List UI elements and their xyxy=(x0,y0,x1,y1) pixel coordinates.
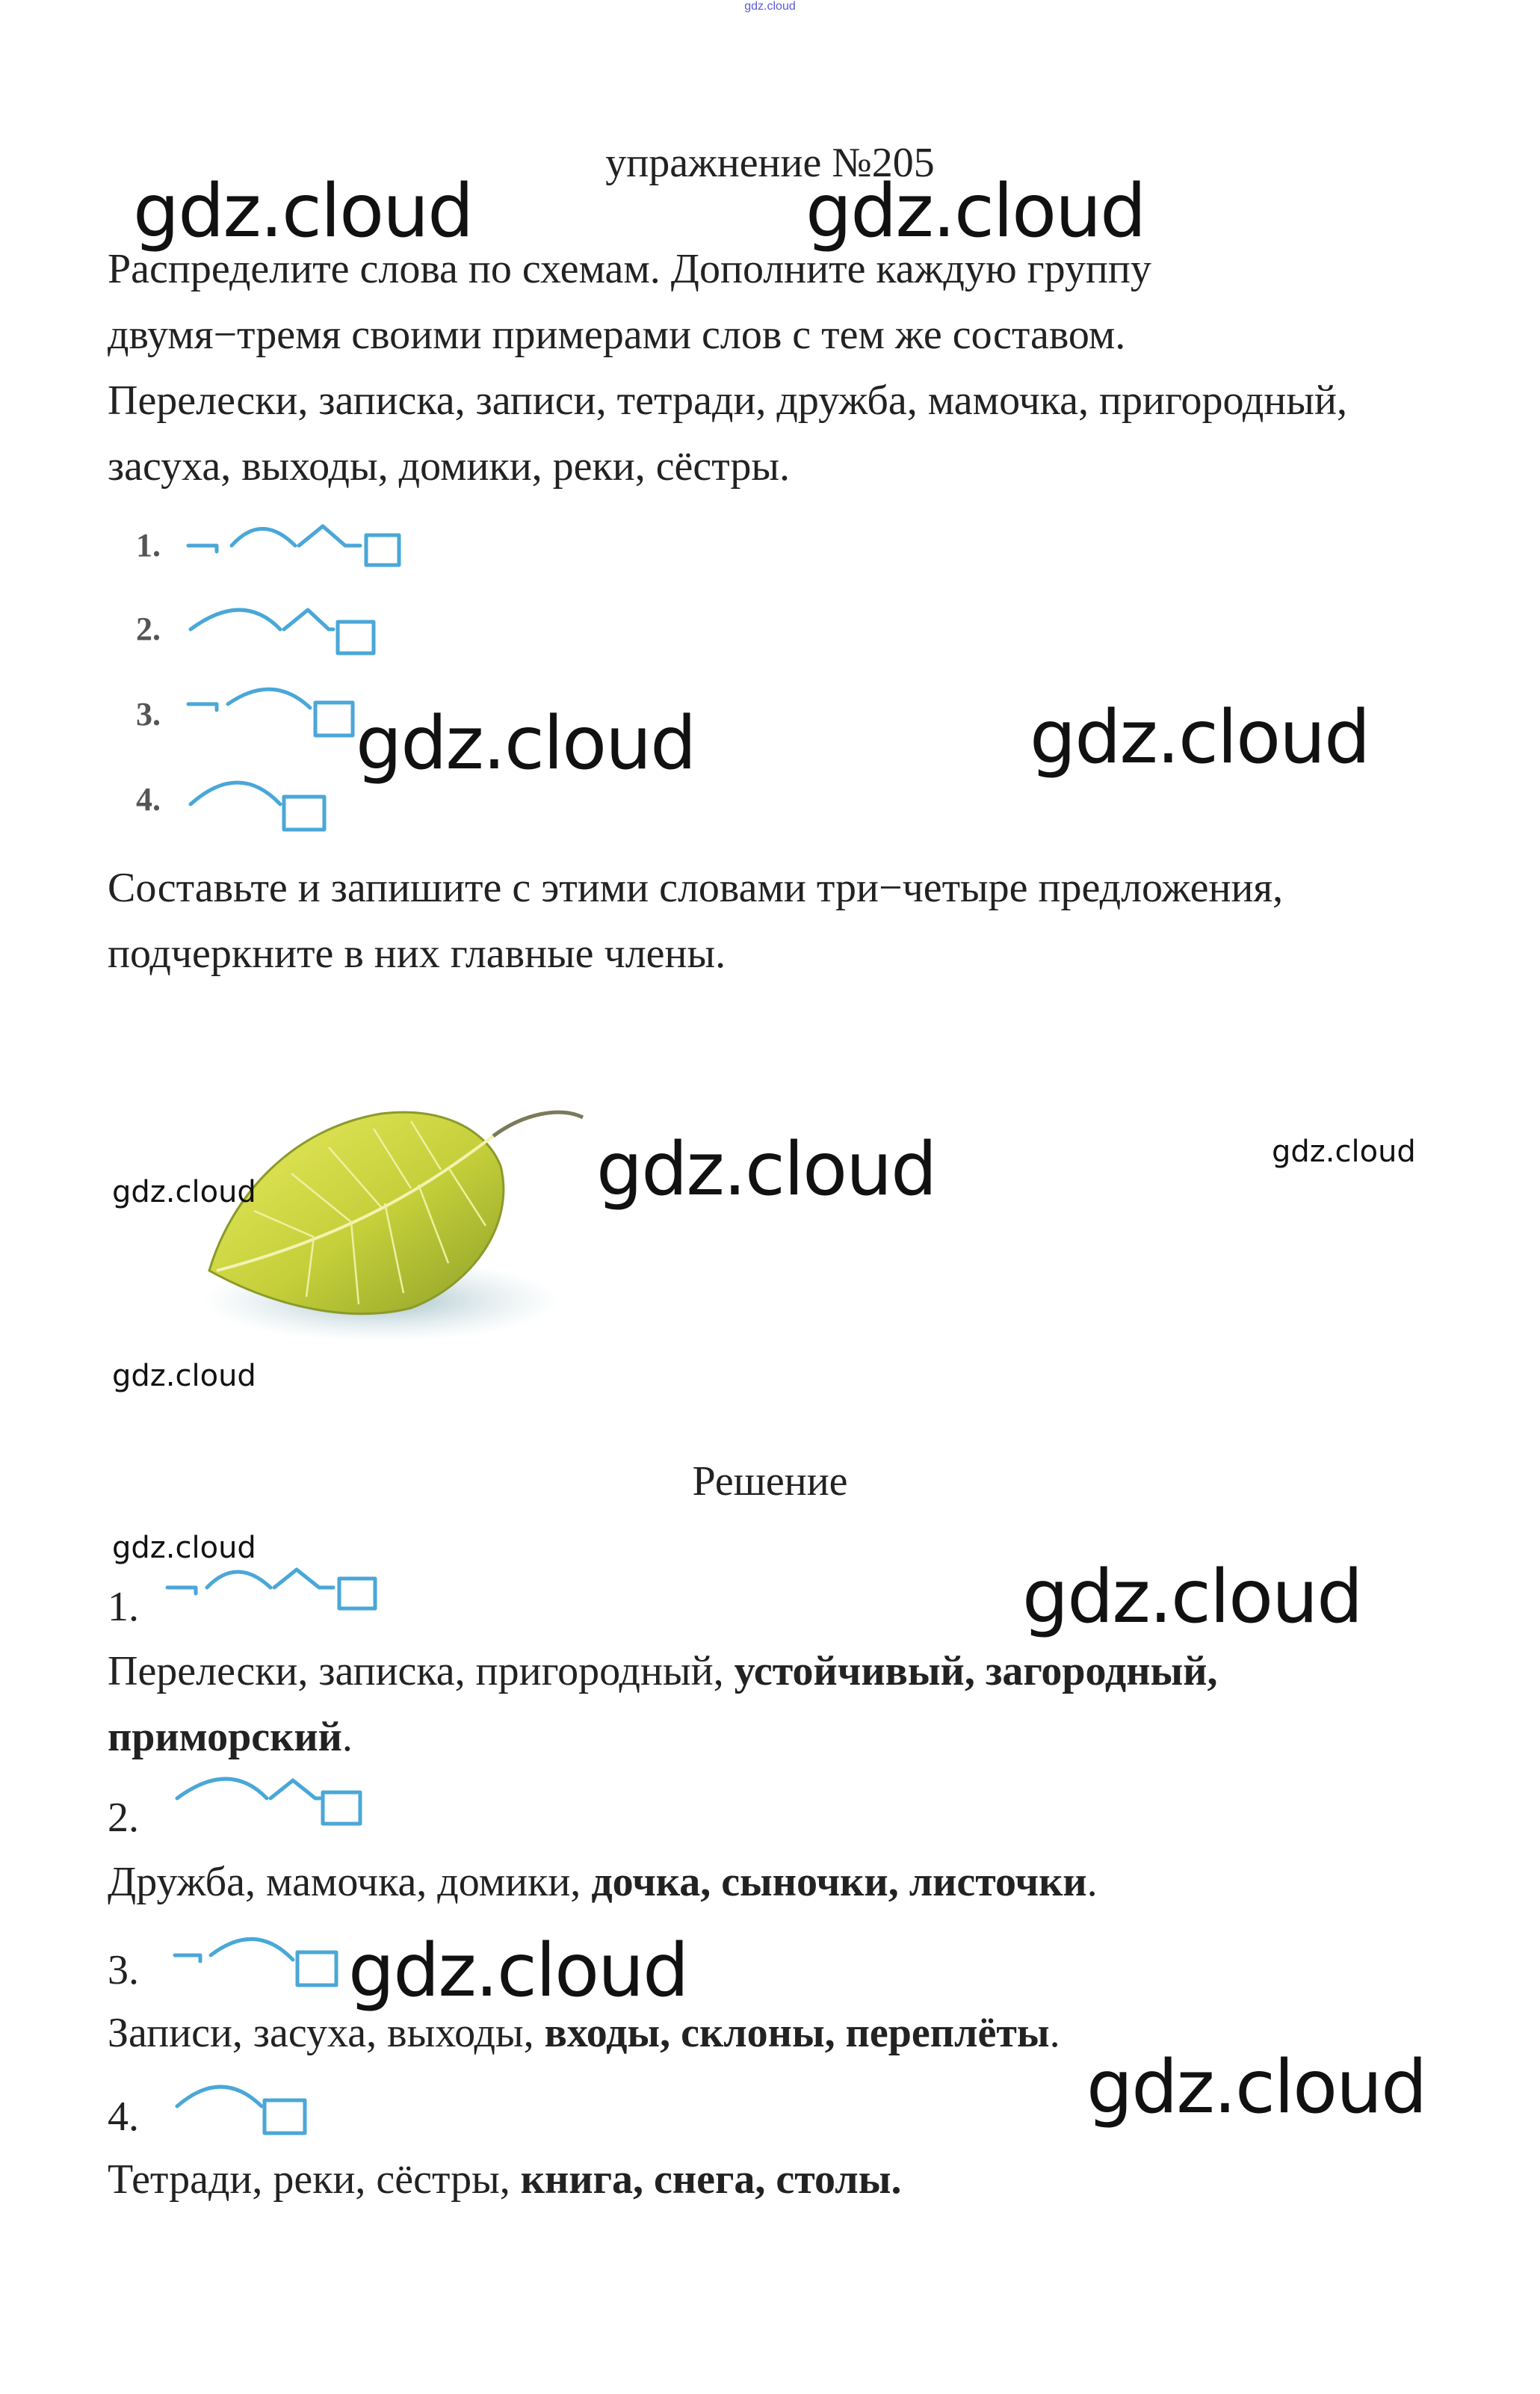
task-text xyxy=(108,236,1438,499)
answer-scheme-root-ending xyxy=(173,2073,323,2133)
task2-line: подчеркните в них главные члены. xyxy=(108,931,726,977)
answer-added: книга, снега, столы. xyxy=(520,2156,902,2203)
scheme-number: 2. xyxy=(136,611,161,647)
solution-title: Решение xyxy=(692,1458,848,1505)
scheme-number: 4. xyxy=(136,781,161,818)
scheme-root-suffix-ending xyxy=(187,598,389,658)
watermark: gdz.cloud xyxy=(133,169,473,254)
watermark: gdz.cloud xyxy=(356,701,696,786)
answer-end: . xyxy=(1086,1859,1098,1905)
answer-added: дочка, сыночки, листочки xyxy=(591,1859,1087,1905)
watermark: gdz.cloud xyxy=(1086,2045,1426,2130)
watermark: gdz.cloud xyxy=(1030,695,1370,780)
answer-scheme-root-suffix-ending xyxy=(173,1768,375,1828)
answer-number: 3. xyxy=(108,1947,139,1993)
task2-line: Составьте и запишите с этими словами три−четыре предложения, xyxy=(108,865,1284,911)
watermark: gdz.cloud xyxy=(1272,1135,1416,1169)
answer-given: Тетради, реки, сёстры, xyxy=(108,2156,521,2203)
site-mark: gdz.cloud xyxy=(744,0,796,13)
answer-end: . xyxy=(1049,2010,1060,2056)
watermark: gdz.cloud xyxy=(1022,1555,1362,1640)
answer-text xyxy=(108,1849,1438,1915)
task2-text xyxy=(108,855,1438,987)
task-line: Распределите слова по схемам. Дополните каждую группу xyxy=(108,246,1151,292)
scheme-root-ending xyxy=(187,767,336,827)
answer-scheme-prefix-root-ending xyxy=(173,1930,353,1990)
scheme-number: 3. xyxy=(136,696,161,732)
answer-text xyxy=(108,2147,1438,2212)
answer-added: приморский xyxy=(108,1714,342,1760)
answer-scheme-prefix-root-suffix-ending xyxy=(166,1562,398,1614)
task-line: двумя−тремя своими примерами слов с тем же составом. xyxy=(108,312,1126,358)
task-line: засуха, выходы, домики, реки, сёстры. xyxy=(108,443,791,490)
task-line: Перелески, записка, записи, тетради, дружба, мамочка, пригородный, xyxy=(108,377,1347,424)
watermark: gdz.cloud xyxy=(596,1127,936,1212)
answer-added: входы, склоны, переплёты xyxy=(544,2010,1050,2056)
answer-number: 1. xyxy=(108,1584,139,1630)
exercise-title: упражнение №205 xyxy=(605,140,935,186)
watermark: gdz.cloud xyxy=(112,1175,256,1209)
answer-given: Дружба, мамочка, домики, xyxy=(108,1859,592,1905)
watermark: gdz.cloud xyxy=(112,1531,256,1565)
answer-given: Записи, засуха, выходы, xyxy=(108,2010,545,2056)
watermark: gdz.cloud xyxy=(112,1359,256,1393)
watermark: gdz.cloud xyxy=(805,169,1145,254)
scheme-prefix-root-ending xyxy=(187,682,366,741)
answer-number: 2. xyxy=(108,1795,139,1841)
answer-end: . xyxy=(341,1714,353,1760)
answer-number: 4. xyxy=(108,2094,139,2140)
watermark: gdz.cloud xyxy=(348,1928,688,2014)
leaf-illustration xyxy=(187,1084,605,1353)
answer-added: устойчивый, загородный, xyxy=(734,1648,1218,1694)
answer-text xyxy=(108,1638,1438,1770)
answer-given: Перелески, записка, пригородный, xyxy=(108,1648,735,1694)
scheme-prefix-root-suffix-ending xyxy=(187,516,418,576)
scheme-number: 1. xyxy=(136,527,161,564)
